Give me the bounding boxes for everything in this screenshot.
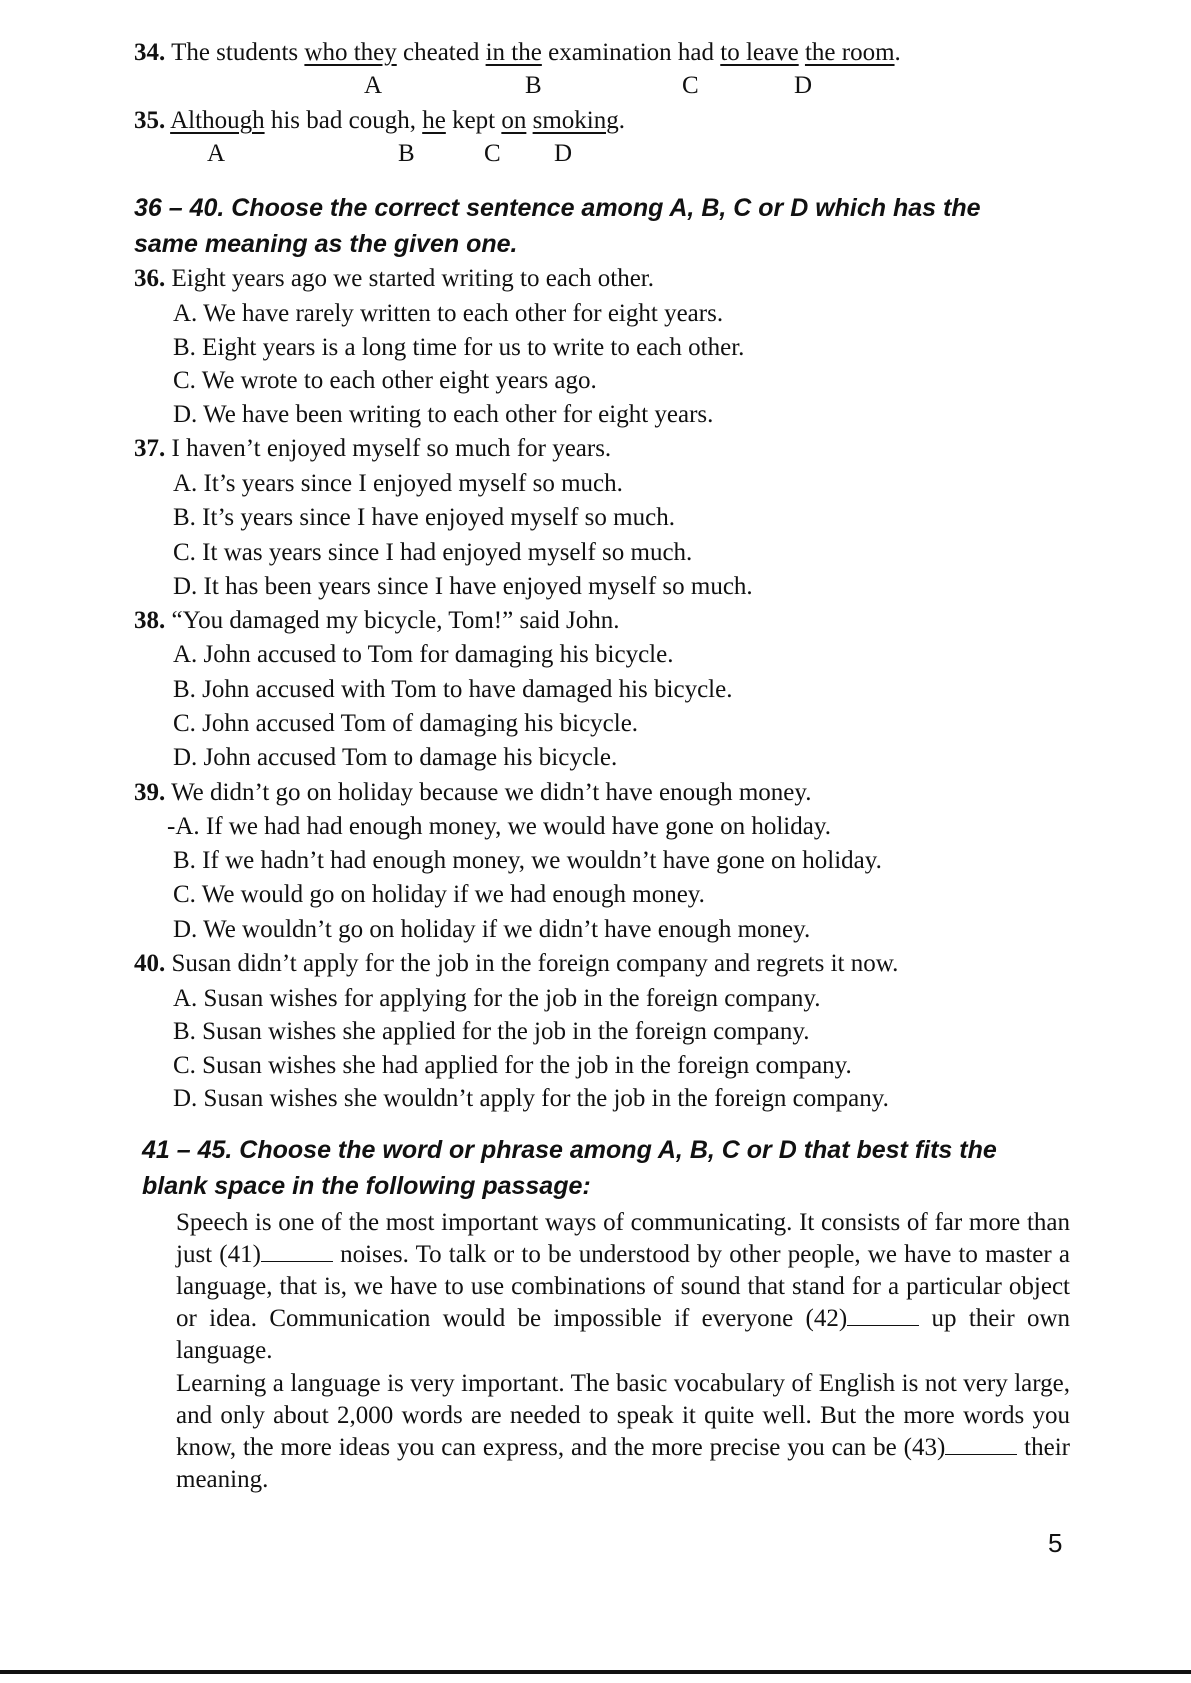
question-stem: We didn’t go on holiday because we didn’t have enough money. [171, 779, 812, 806]
option-38-d: D. John accused Tom to damage his bicycle. [173, 744, 618, 771]
option-37-a: A. It’s years since I enjoyed myself so much. [173, 470, 623, 497]
question-text: Although his bad cough, he kept on smoking. [170, 107, 625, 134]
question-number: 38. [134, 607, 166, 634]
blank-42 [847, 1305, 919, 1326]
option-39-d: D. We wouldn’t go on holiday if we didn’t have enough money. [173, 916, 811, 943]
letter-a: A [207, 140, 226, 167]
option-39-c: C. We would go on holiday if we had enough money. [173, 881, 705, 908]
question-stem: Eight years ago we started writing to each other. [171, 265, 654, 292]
option-37-d: D. It has been years since I have enjoyed myself so much. [173, 573, 753, 600]
blank-43 [945, 1434, 1017, 1455]
question-number: 34. [134, 39, 166, 66]
option-37-b: B. It’s years since I have enjoyed myself so much. [173, 504, 675, 531]
option-39-a: -A. If we had had enough money, we would have gone on holiday. [167, 813, 831, 840]
question-39 [134, 778, 812, 808]
option-40-c: C. Susan wishes she had applied for the job in the foreign company. [173, 1052, 852, 1079]
option-36-a: A. We have rarely written to each other for eight years. [173, 300, 724, 327]
option-37-c: C. It was years since I had enjoyed myself so much. [173, 539, 693, 566]
question-text: The students who they cheated in the examination had to leave the room. [171, 39, 901, 66]
section-instruction-36-40: 36 – 40. Choose the correct sentence among A, B, C or D which has the same meaning as the given one. [134, 194, 981, 258]
option-38-c: C. John accused Tom of damaging his bicycle. [173, 710, 639, 737]
blank-41 [261, 1241, 333, 1262]
question-34 [134, 38, 901, 68]
question-number: 37. [134, 435, 166, 462]
question-number: 40. [134, 950, 166, 977]
section-instruction-41-45: 41 – 45. Choose the word or phrase among A, B, C or D that best fits the blank space in the following passage: [142, 1136, 997, 1200]
question-38 [134, 606, 619, 636]
option-38-b: B. John accused with Tom to have damaged his bicycle. [173, 676, 733, 703]
letter-d: D [554, 140, 573, 167]
option-36-c: C. We wrote to each other eight years ago. [173, 367, 597, 394]
question-36 [134, 264, 654, 294]
option-38-a: A. John accused to Tom for damaging his bicycle. [173, 641, 674, 668]
letter-c: C [484, 140, 501, 167]
question-number: 36. [134, 265, 166, 292]
letter-d: D [794, 72, 813, 99]
option-36-b: B. Eight years is a long time for us to write to each other. [173, 334, 745, 361]
question-stem: I haven’t enjoyed myself so much for years. [171, 435, 612, 462]
option-40-b: B. Susan wishes she applied for the job in the foreign company. [173, 1018, 810, 1045]
bottom-border [0, 1670, 1191, 1674]
passage-paragraph-1: Speech is one of the most important ways of communicating. It consists of far more than just (41) noises. To talk or to be understood by other people, we have to master a language, that is, we have to use combinations of sound that stand for a particular object or idea. Communication would be impossible if everyone (42) up their own language. [176, 1209, 1070, 1364]
passage-paragraph-2: Learning a language is very important. The basic vocabulary of English is not very large, and only about 2,000 words are needed to speak it quite well. But the more words you know, the more ideas you can express, and the more precise you can be (43) their meaning. [176, 1370, 1070, 1493]
option-39-b: B. If we hadn’t had enough money, we wouldn’t have gone on holiday. [173, 847, 882, 874]
question-40 [134, 949, 898, 979]
question-35 [134, 106, 625, 136]
letter-b: B [525, 72, 542, 99]
question-number: 35. [134, 107, 166, 134]
question-stem: Susan didn’t apply for the job in the foreign company and regrets it now. [171, 950, 899, 977]
option-40-d: D. Susan wishes she wouldn’t apply for the job in the foreign company. [173, 1085, 889, 1112]
option-36-d: D. We have been writing to each other for eight years. [173, 401, 714, 428]
option-40-a: A. Susan wishes for applying for the job in the foreign company. [173, 985, 821, 1012]
page-number: 5 [1048, 1528, 1063, 1558]
letter-c: C [682, 72, 699, 99]
letter-a: A [364, 72, 383, 99]
question-stem: “You damaged my bicycle, Tom!” said John. [171, 607, 620, 634]
letter-b: B [398, 140, 415, 167]
question-37 [134, 434, 611, 464]
question-number: 39. [134, 779, 166, 806]
